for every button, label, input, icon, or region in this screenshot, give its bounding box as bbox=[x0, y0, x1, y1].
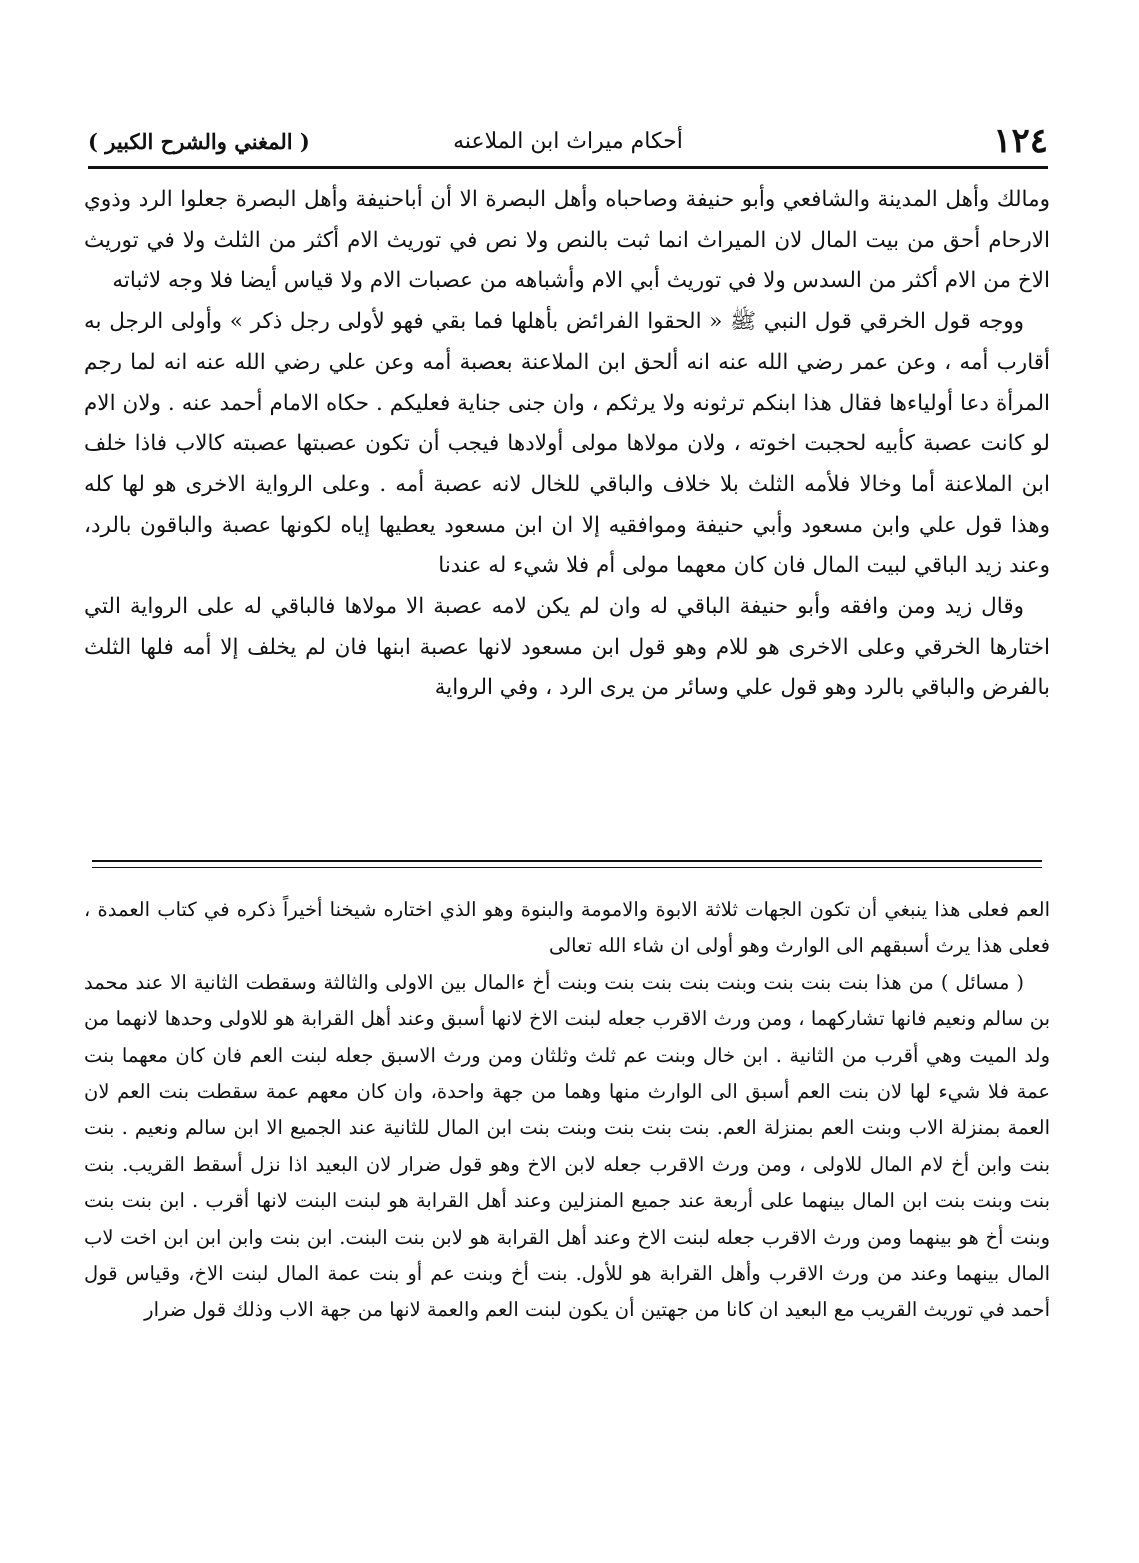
main-paragraph-2: ووجه قول الخرقي قول النبي ﷺ « الحقوا الفرائض بأهلها فما بقي فهو لأولى رجل ذكر » وأولى الرجل به أقارب أمه ، وعن عمر رضي الله عنه انه ألحق ابن الملاعنة بعصبة أمه وعن علي رضي الله عنه انه لما رجم المرأة دعا أولياءها فقال هذا ابنكم ترثونه ولا يرثكم ، وان جنى جناية فعليكم . حكاه الامام أحمد عنه . ولان الام لو كانت عصبة كأبيه لحجبت اخوته ، ولان مولاها مولى أولادها فيجب أن تكون عصبتها عصبته كالاب فاذا خلف ابن الملاعنة أما وخالا فلأمه الثلث بلا خلاف والباقي للخال لانه عصبة أمه . وعلى الرواية الاخرى هو لها كله وهذا قول علي وابن مسعود وأبي حنيفة وموافقيه إلا ان ابن مسعود يعطيها إياه لكونها عصبة والباقون بالرد، وعند زيد الباقي لبيت المال فان كان معهما مولى أم فلا شيء له عندنا bbox=[84, 309, 1050, 579]
running-title: أحكام ميراث ابن الملاعنه bbox=[453, 129, 683, 154]
main-paragraph-3: وقال زيد ومن وافقه وأبو حنيفة الباقي له وان لم يكن لامه عصبة الا مولاها فالباقي له على الرواية التي اختارها الخرقي وعلى الاخرى هو للام وهو قول ابن مسعود لانها عصبة ابنها فان لم يخلف إلا أمه فلها الثلث بالفرض والباقي بالرد وهو قول علي وسائر من يرى الرد ، وفي الرواية bbox=[84, 594, 1050, 701]
page-number: ١٢٤ bbox=[993, 121, 1048, 161]
footnote-paragraph-2: ( مسائل ) من هذا بنت بنت بنت وبنت بنت بنت بنت وبنت أخ ءالمال بين الاولى والثالثة وسقطت الثانية الا عند محمد بن سالم ونعيم فانها تشاركهما ، ومن ورث الاقرب جعله لبنت الاخ لانها أسبق وعند أهل القرابة هو للاولى وحدها لانهما من ولد الميت وهي أقرب من الثانية . ابن خال وبنت عم ثلث وثلثان ومن ورث الاسبق جعله لبنت العم فان كان معهما بنت عمة فلا شيء لها لان بنت العم أسبق الى الوارث منها وهما من جهة واحدة، وان كان معهم عمة سقطت بنت العم لان العمة بمنزلة الاب وبنت العم بمنزلة العم. بنت بنت بنت وبنت بنت ابن المال للثانية عند الجميع الا ابن سالم ونعيم . بنت بنت وابن أخ لام المال للاولى ، ومن ورث الاقرب جعله لابن الاخ وهو قول ضرار لان البعيد اذا نزل أسقط القريب. بنت بنت وبنت بنت ابن المال بينهما على أربعة عند جميع المنزلين وعند أهل القرابة هو لبنت البنت لانها أقرب . ابن بنت بنت وبنت أخ هو بينهما ومن ورث الاقرب جعله لبنت الاخ وعند أهل القرابة هو لابن بنت البنت. ابن بنت وابن ابن ابن اخت لاب المال بينهما وعند من ورث الاقرب وأهل القرابة هو للأول. بنت أخ وبنت عم أو بنت عمة المال لبنت الاخ، وقياس قول أحمد في توريث القريب مع البعيد ان كانا من جهتين أن يكون لبنت العم والعمة لانها من جهة الاب وذلك قول ضرار bbox=[84, 970, 1050, 1322]
main-paragraph-1: ومالك وأهل المدينة والشافعي وأبو حنيفة وصاحباه وأهل البصرة الا أن أباحنيفة وأهل البصرة جعلوا الرد وذوي الارحام أحق من بيت المال لان الميراث انما ثبت بالنص ولا نص في توريث الام أكثر من الثلث ولا في توريث الاخ من الام أكثر من السدس ولا في توريث أبي الام وأشباهه من عصبات الام ولا قياس أيضا فلا وجه لاثباته bbox=[84, 187, 1050, 294]
footnote-text bbox=[84, 892, 1050, 1329]
header-divider bbox=[88, 166, 1048, 169]
book-source-title: ( المغني والشرح الكبير ) bbox=[88, 129, 310, 154]
footnote-divider bbox=[92, 860, 1042, 868]
main-text bbox=[84, 180, 1050, 709]
page-header bbox=[88, 118, 1048, 164]
footnote-paragraph-1: العم فعلى هذا ينبغي أن تكون الجهات ثلاثة الابوة والامومة والبنوة وهو الذي اختاره شيخنا أخيراً ذكره في كتاب العمدة ، فعلى هذا يرث أسبقهم الى الوارث وهو أولى ان شاء الله تعالى bbox=[84, 898, 1050, 958]
